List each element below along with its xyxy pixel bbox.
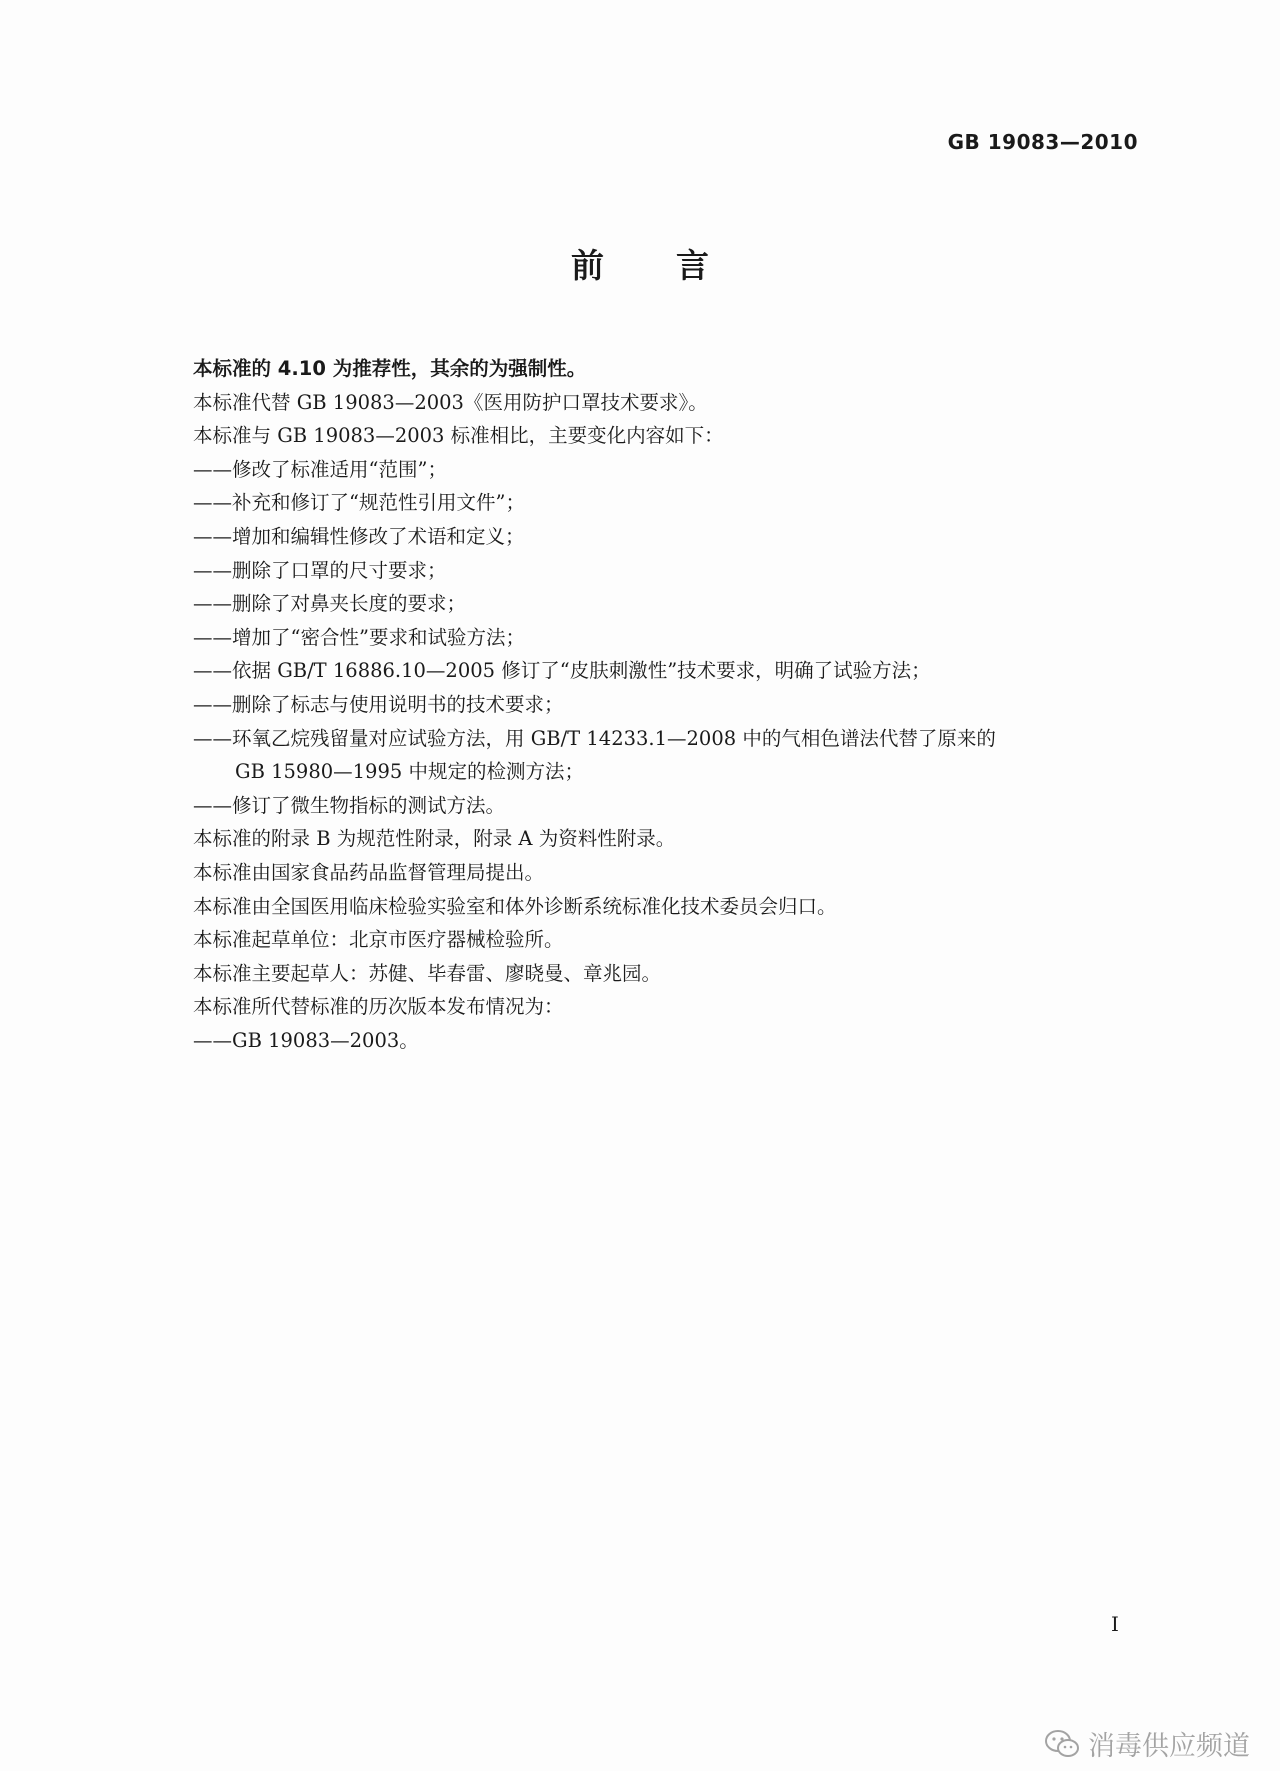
list-item: ——删除了对鼻夹长度的要求；	[193, 592, 467, 616]
list-item: ——增加和编辑性修改了术语和定义；	[193, 524, 525, 548]
paragraph-line: 本标准起草单位：北京市医疗器械检验所。	[193, 928, 564, 952]
paragraph-line: 本标准由国家食品药品监督管理局提出。	[193, 860, 545, 884]
watermark-text: 消毒供应频道	[1088, 1731, 1250, 1762]
list-item: ——GB 19083—2003。	[193, 1028, 419, 1052]
page-title: 前言	[571, 246, 781, 285]
list-item: ——环氧乙烷残留量对应试验方法，用 GB/T 14233.1—2008 中的气相色谱法代替了原来的	[193, 726, 996, 750]
wechat-icon	[1044, 1729, 1080, 1759]
list-item: ——删除了口罩的尺寸要求；	[193, 558, 447, 582]
paragraph-line: 本标准代替 GB 19083—2003《医用防护口罩技术要求》。	[193, 390, 708, 414]
paragraph-line: 本标准所代替标准的历次版本发布情况为：	[193, 995, 564, 1019]
standard-code: GB 19083—2010	[947, 130, 1138, 154]
list-item: ——修改了标准适用“范围”；	[193, 457, 447, 481]
list-item: ——修订了微生物指标的测试方法。	[193, 793, 506, 817]
paragraph-line: 本标准与 GB 19083—2003 标准相比，主要变化内容如下：	[193, 424, 724, 448]
list-item: GB 15980—1995 中规定的检测方法；	[235, 760, 584, 784]
paragraph-line: 本标准主要起草人：苏健、毕春雷、廖晓曼、章兆园。	[193, 961, 662, 985]
watermark	[1044, 1724, 1250, 1763]
paragraph-line: 本标准的附录 B 为规范性附录，附录 A 为资料性附录。	[193, 827, 676, 851]
list-item: ——增加了“密合性”要求和试验方法；	[193, 625, 525, 649]
page-number: I	[1111, 1612, 1119, 1636]
paragraph-line: 本标准的 4.10 为推荐性，其余的为强制性。	[193, 357, 587, 380]
list-item: ——依据 GB/T 16886.10—2005 修订了“皮肤刺激性”技术要求，明确了试验方法；	[193, 659, 931, 683]
list-item: ——删除了标志与使用说明书的技术要求；	[193, 692, 564, 716]
document-body	[193, 352, 1143, 1057]
paragraph-line: 本标准由全国医用临床检验实验室和体外诊断系统标准化技术委员会归口。	[193, 894, 837, 918]
list-item: ——补充和修订了“规范性引用文件”；	[193, 491, 525, 515]
